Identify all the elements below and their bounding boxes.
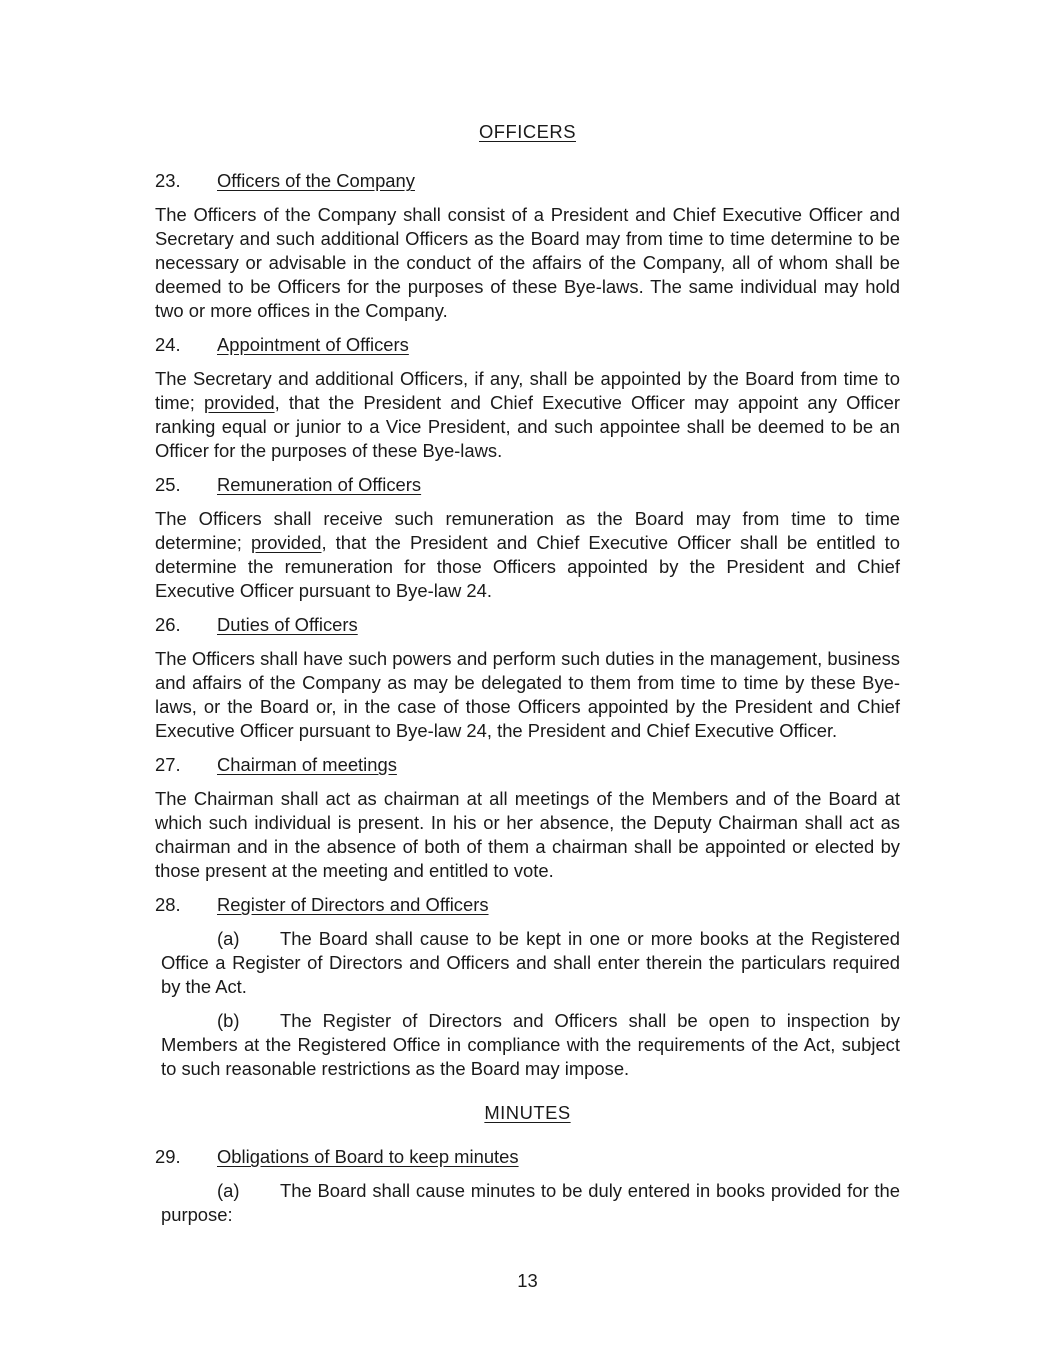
- clause-25-title: Remuneration of Officers: [217, 474, 422, 495]
- clause-29-number: 29.: [155, 1146, 181, 1167]
- clause-24-provided: provided: [204, 392, 275, 413]
- clause-27-heading: [155, 753, 900, 777]
- clause-24-body-part-2: , that the President and Chief Executive Officer may appoint any Officer ranking equal or junior to a Vice President, and such appointee shall be deemed to be an Officer for the purposes of these Bye-laws.: [155, 392, 900, 461]
- clause-28-a: [161, 927, 900, 999]
- clause-26-number: 26.: [155, 614, 181, 635]
- clause-24-body: [155, 367, 900, 463]
- clause-24-body-part-1: The Secretary and additional Officers, if any, shall be appointed by the Board from time to time;: [155, 368, 900, 413]
- clause-25-number: 25.: [155, 474, 181, 495]
- clause-28-a-body: The Board shall cause to be kept in one or more books at the Registered Office a Register of Directors and Officers and shall enter therein the particulars required by the Act.: [161, 928, 900, 997]
- clause-29-a-body: The Board shall cause minutes to be duly entered in books provided for the purpose:: [161, 1180, 900, 1225]
- officers-heading: OFFICERS: [479, 121, 576, 142]
- clause-26-heading: [155, 613, 900, 637]
- clause-28-heading: [155, 893, 900, 917]
- clause-24-number: 24.: [155, 334, 181, 355]
- clause-23-heading: [155, 169, 900, 193]
- clause-25-body: [155, 507, 900, 603]
- clause-25-body-part-1: The Officers shall receive such remuneration as the Board may from time to time determine;: [155, 508, 900, 553]
- clause-23-body: The Officers of the Company shall consist of a President and Chief Executive Officer and Secretary and such additional Officers as the Board may from time to time determine to be necessary or advisable in the conduct of the affairs of the Company, all of whom shall be deemed to be Officers for the purposes of these Bye-laws. The same individual may hold two or more offices in the Company.: [155, 204, 900, 321]
- clause-29-heading: [155, 1145, 900, 1169]
- clause-29-a-label: (a): [217, 1180, 240, 1201]
- clause-23-title: Officers of the Company: [217, 170, 415, 191]
- clause-24-heading: [155, 333, 900, 357]
- clause-26-title: Duties of Officers: [217, 614, 358, 635]
- clause-27-title: Chairman of meetings: [217, 754, 397, 775]
- clause-27-number: 27.: [155, 754, 181, 775]
- clause-27-body: The Chairman shall act as chairman at all meetings of the Members and of the Board at which such individual is present. In his or her absence, the Deputy Chairman shall act as chairman and in the absence of both of them a chairman shall be appointed or elected by those present at the meeting and entitled to vote.: [155, 788, 900, 881]
- clause-29-a: [161, 1179, 900, 1227]
- page-content: [155, 120, 900, 1227]
- clause-23-number: 23.: [155, 170, 181, 191]
- clause-29-title: Obligations of Board to keep minutes: [217, 1146, 519, 1167]
- clause-25-body-part-2: , that the President and Chief Executive Officer shall be entitled to determine the remuneration for those Officers appointed by the President and Chief Executive Officer pursuant to Bye-law 24.: [155, 532, 901, 601]
- clause-25-provided: provided: [250, 532, 322, 553]
- clause-28-number: 28.: [155, 894, 181, 915]
- clause-26-body: The Officers shall have such powers and perform such duties in the management, business and affairs of the Company as may be delegated to them from time to time by these Bye-laws, or the Board or, in the case of those Officers appointed by the President and Chief Executive Officer pursuant to Bye-law 24, the President and Chief Executive Officer.: [155, 648, 900, 741]
- clause-28-b-label: (b): [217, 1010, 240, 1031]
- clause-24-title: Appointment of Officers: [217, 334, 409, 355]
- clause-28-a-label: (a): [217, 928, 240, 949]
- clause-25-heading: [155, 473, 900, 497]
- clause-28-b: [161, 1009, 900, 1081]
- clause-28-title: Register of Directors and Officers: [217, 894, 489, 915]
- clause-28-b-body: The Register of Directors and Officers shall be open to inspection by Members at the Registered Office in compliance with the requirements of the Act, subject to such reasonable restrictions as the Board may impose.: [161, 1010, 900, 1079]
- minutes-heading: MINUTES: [484, 1102, 571, 1123]
- page-number: 13: [517, 1270, 538, 1291]
